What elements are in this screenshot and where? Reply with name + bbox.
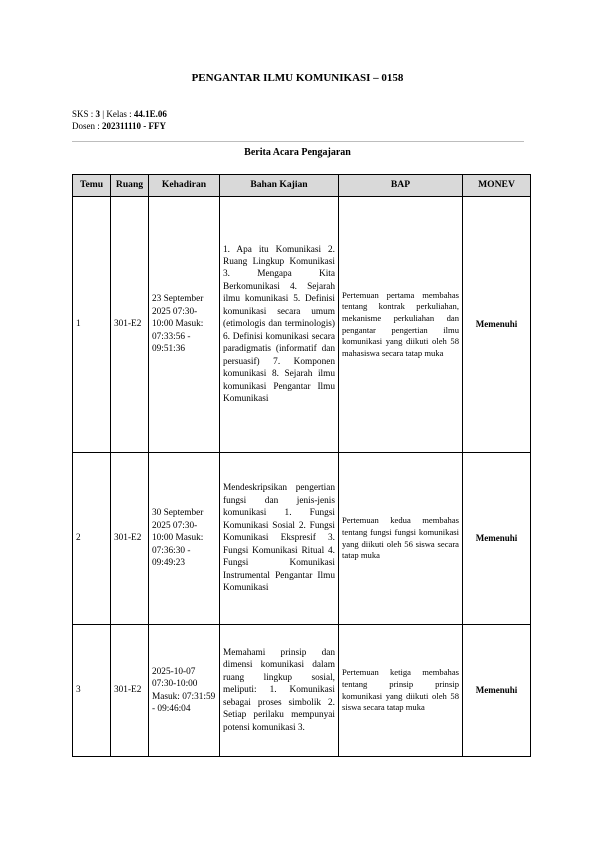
table-row [73, 453, 531, 625]
header-divider [72, 141, 524, 142]
course-meta-line: SKS : 3 | Kelas : 44.1E.06 [72, 109, 167, 119]
cell-kehadiran: 23 September 2025 07:30-10:00 Masuk: 07:33:56 - 09:51:36 [149, 197, 220, 453]
cell-kehadiran: 30 September 2025 07:30-10:00 Masuk: 07:36:30 - 09:49:23 [149, 453, 220, 625]
section-title: Berita Acara Pengajaran [244, 147, 351, 158]
cell-ruang: 301-E2 [111, 625, 149, 757]
cell-ruang: 301-E2 [111, 197, 149, 453]
dosen-value: 202311110 - FFY [102, 121, 167, 131]
cell-ruang: 301-E2 [111, 453, 149, 625]
cell-monev: Memenuhi [463, 197, 531, 453]
cell-monev: Memenuhi [463, 625, 531, 757]
cell-temu: 3 [73, 625, 111, 757]
cell-temu: 2 [73, 453, 111, 625]
teaching-record-table [72, 174, 531, 757]
header-kehadiran: Kehadiran [149, 175, 220, 197]
cell-kehadiran: 2025-10-07 07:30-10:00 Masuk: 07:31:59 - 09:46:04 [149, 625, 220, 757]
kelas-label: Kelas [106, 109, 127, 119]
course-title: PENGANTAR ILMU KOMUNIKASI – 0158 [191, 72, 404, 84]
table-row [73, 197, 531, 453]
header-bahan-kajian: Bahan Kajian [220, 175, 339, 197]
sks-value: 3 [95, 109, 101, 119]
sks-label: SKS [72, 109, 89, 119]
cell-bahan-kajian: Mendeskripsikan pengertian fungsi dan jenis-jenis komunikasi 1. Fungsi Komunikasi Sosial 2. Fungsi Komunikasi Ekspresif 3. Fungsi Komunikasi Ritual 4. Fungsi Komunikasi Instrumental Pengantar Ilmu Komunikasi [220, 453, 339, 625]
cell-bap: Pertemuan kedua membahas tentang fungsi fungsi komunikasi yang diikuti oleh 56 siswa secara tatap muka [339, 453, 463, 625]
cell-bahan-kajian: 1. Apa itu Komunikasi 2. Ruang Lingkup Komunikasi 3. Mengapa Kita Berkomunikasi 4. Sejarah ilmu komunikasi 5. Definisi komunikasi secara umum (etimologis dan terminologis) 6. Definisi komunikasi secara paradigmatis (informatif dan persuasif) 7. Komponen komunikasi 8. Sejarah ilmu komunikasi Pengantar Ilmu Komunikasi [220, 197, 339, 453]
table-header-row [73, 175, 531, 197]
lecturer-line: Dosen : 202311110 - FFY [72, 121, 167, 131]
header-ruang: Ruang [111, 175, 149, 197]
kelas-value: 44.1E.06 [133, 109, 167, 119]
cell-temu: 1 [73, 197, 111, 453]
cell-bap: Pertemuan pertama membahas tentang kontrak perkuliahan, mekanisme perkuliahan dan pengantar pengertian ilmu komunikasi yang diikuti oleh 58 mahasiswa secara tatap muka [339, 197, 463, 453]
table-row [73, 625, 531, 757]
cell-bahan-kajian: Memahami prinsip dan dimensi komunikasi dalam ruang lingkup sosial, meliputi: 1. Komunikasi sebagai proses simbolik 2. Setiap perilaku mempunyai potensi komunikasi 3. [220, 625, 339, 757]
cell-monev: Memenuhi [463, 453, 531, 625]
dosen-label: Dosen [72, 121, 95, 131]
cell-bap: Pertemuan ketiga membahas tentang prinsip prinsip komunikasi yang diikuti oleh 58 siswa secara tatap muka [339, 625, 463, 757]
header-monev: MONEV [463, 175, 531, 197]
header-bap: BAP [339, 175, 463, 197]
header-temu: Temu [73, 175, 111, 197]
